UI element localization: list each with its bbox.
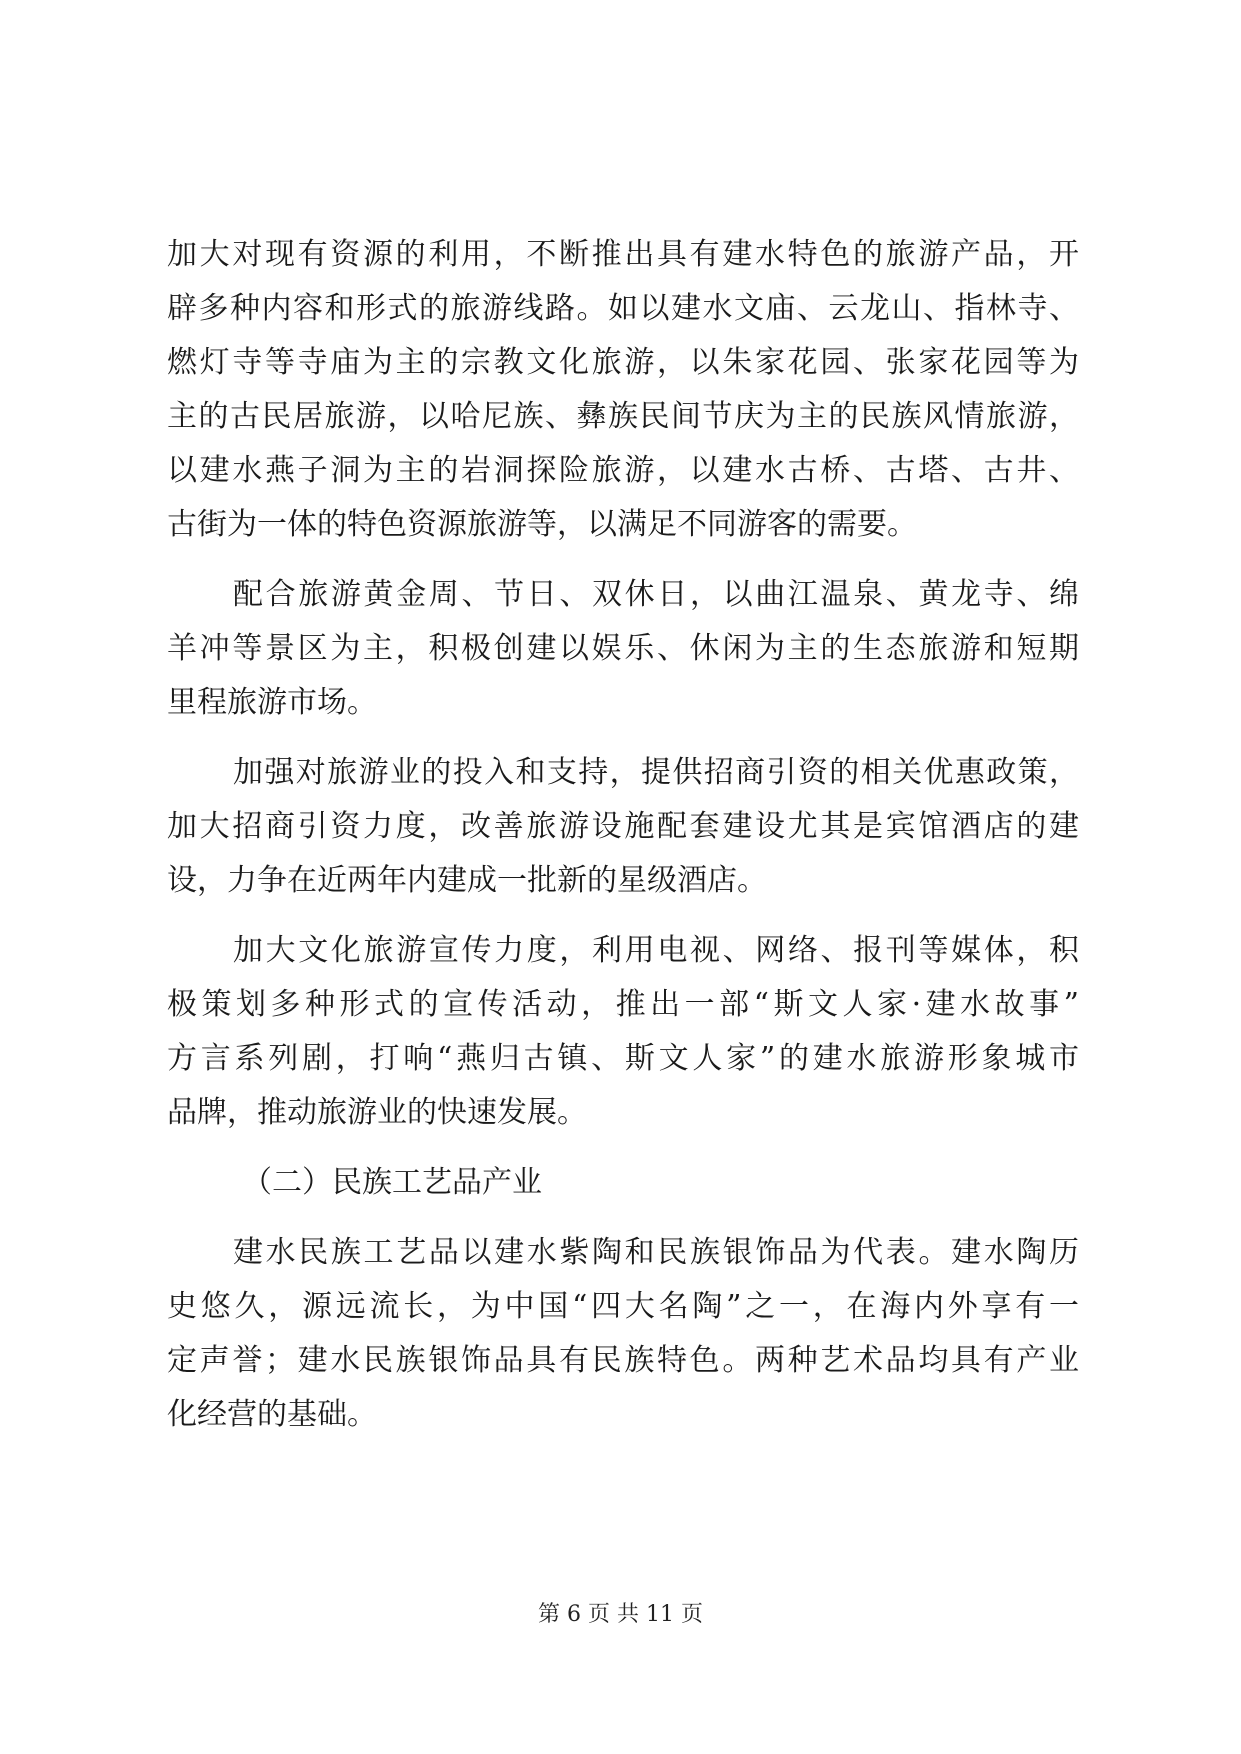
paragraph-golden-week [167,568,1079,730]
paragraph-line: 极策划多种形式的宣传活动，推出一部“斯文人家·建水故事” [167,987,1079,1022]
paragraph-line: 定声誉；建水民族银饰品具有民族特色。两种艺术品均具有产业 [167,1343,1079,1378]
paragraph-investment [167,746,1079,908]
paragraph-publicity [167,924,1079,1140]
paragraph-line: 加强对旅游业的投入和支持，提供招商引资的相关优惠政策， [233,755,1079,790]
paragraph-line: 燃灯寺等寺庙为主的宗教文化旅游，以朱家花园、张家花园等为 [167,345,1079,380]
paragraph-line: 古街为一体的特色资源旅游等，以满足不同游客的需要。 [167,507,917,542]
paragraph-line: 化经营的基础。 [167,1397,377,1432]
paragraph-line: 加大文化旅游宣传力度，利用电视、网络、报刊等媒体，积 [233,933,1079,968]
paragraph-line: 加大招商引资力度，改善旅游设施配套建设尤其是宾馆酒店的建 [167,809,1079,844]
paragraph-line: 以建水燕子洞为主的岩洞探险旅游，以建水古桥、古塔、古井、 [167,453,1079,488]
paragraph-line: 品牌，推动旅游业的快速发展。 [167,1095,587,1130]
document-body [167,228,1079,1442]
paragraph-line: 配合旅游黄金周、节日、双休日，以曲江温泉、黄龙寺、绵 [233,577,1079,612]
paragraph-line: 里程旅游市场。 [167,685,377,720]
paragraph-line: 加大对现有资源的利用，不断推出具有建水特色的旅游产品，开 [167,237,1079,272]
paragraph-line: 方言系列剧，打响“燕归古镇、斯文人家”的建水旅游形象城市 [167,1041,1079,1076]
paragraph-tourism-products [167,228,1079,552]
section-heading: （二）民族工艺品产业 [242,1165,542,1200]
paragraph-line: 羊冲等景区为主，积极创建以娱乐、休闲为主的生态旅游和短期 [167,631,1079,666]
paragraph-line: 主的古民居旅游，以哈尼族、彝族民间节庆为主的民族风情旅游， [167,399,1079,434]
page-number-footer: 第 6 页 共 11 页 [538,1602,703,1627]
paragraph-ethnic-crafts [167,1226,1079,1442]
paragraph-line: 设，力争在近两年内建成一批新的星级酒店。 [167,863,767,898]
paragraph-line: 史悠久，源远流长，为中国“四大名陶”之一，在海内外享有一 [167,1289,1079,1324]
paragraph-line: 建水民族工艺品以建水紫陶和民族银饰品为代表。建水陶历 [233,1235,1079,1270]
paragraph-line: 辟多种内容和形式的旅游线路。如以建水文庙、云龙山、指林寺、 [167,291,1079,326]
